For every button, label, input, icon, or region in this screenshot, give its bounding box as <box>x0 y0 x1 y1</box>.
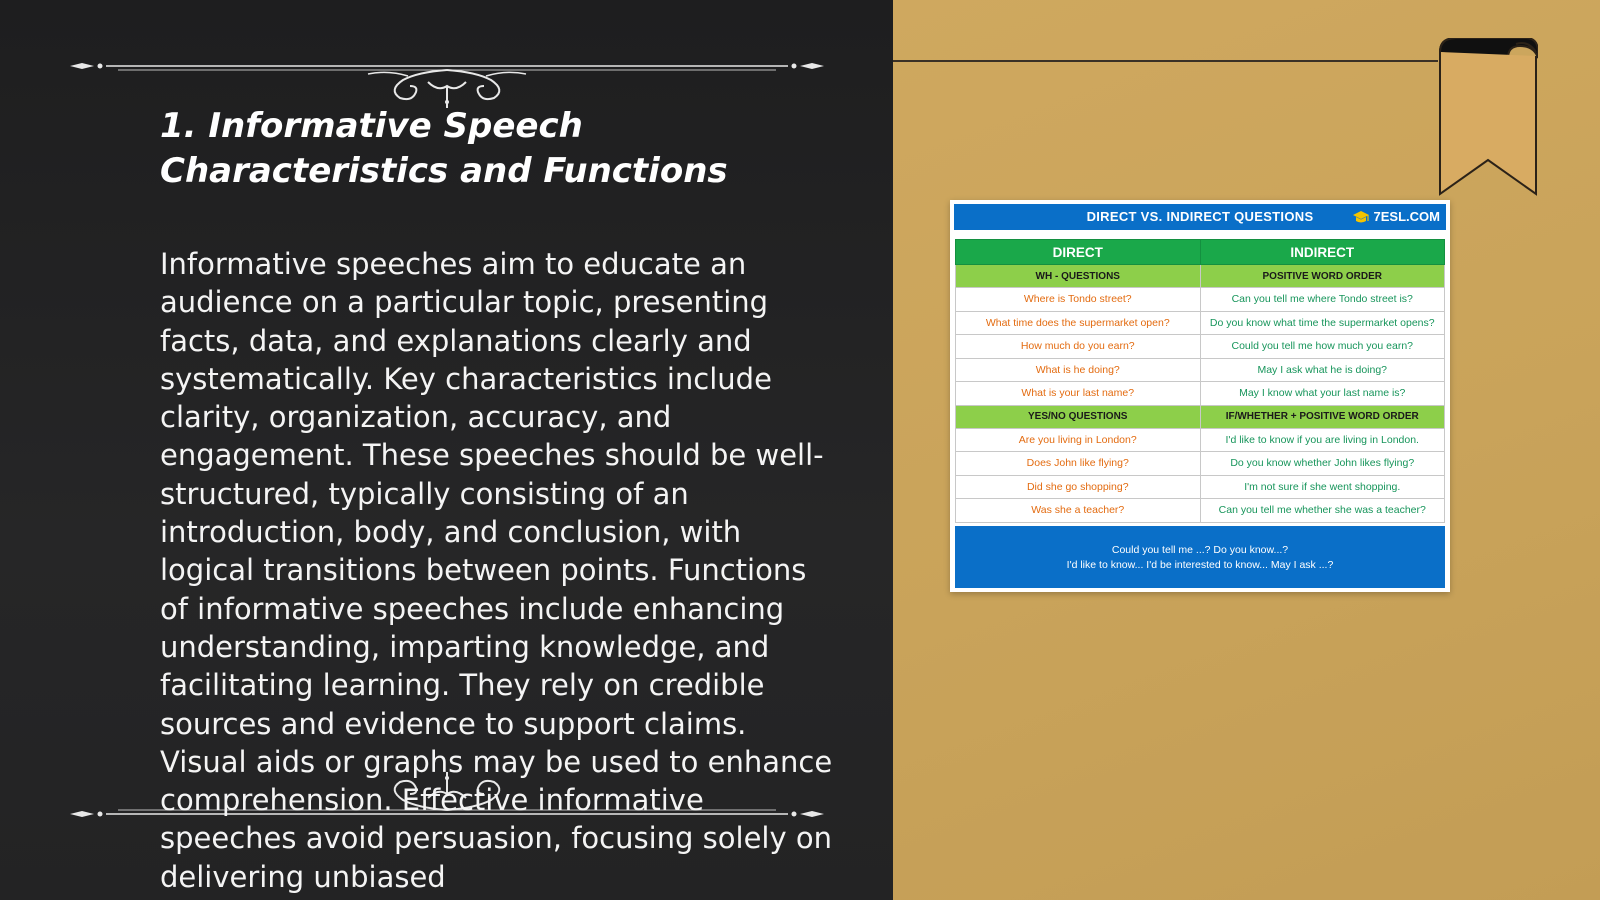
indirect-question: Do you know what time the supermarket opens? <box>1200 311 1445 335</box>
direct-question: Was she a teacher? <box>956 499 1201 523</box>
direct-indirect-questions-infographic <box>950 200 1450 592</box>
indirect-question: Can you tell me where Tondo street is? <box>1200 288 1445 312</box>
top-ornamental-divider-icon <box>68 52 826 112</box>
direct-question: Where is Tondo street? <box>956 288 1201 312</box>
column-header-indirect: INDIRECT <box>1200 240 1445 265</box>
indirect-question: May I ask what he is doing? <box>1200 358 1445 382</box>
column-header-direct: DIRECT <box>956 240 1201 265</box>
footer-phrases-line-1: Could you tell me ...? Do you know...? <box>1111 543 1289 556</box>
table-row <box>956 382 1445 406</box>
infographic-footer <box>955 526 1445 588</box>
indirect-question: I'm not sure if she went shopping. <box>1200 475 1445 499</box>
infographic-brand <box>1352 204 1440 230</box>
slide-body-text: Informative speeches aim to educate an audience on a particular topic, presenting facts, data, and explanations clearly and systematically. Key characteristics include clarity, organization, accuracy, and engagement. These speeches should be well-structured, typically consisting of an introduction, body, and conclusion, with logical transitions between points. Functions of informative speeches include enhancing understanding, imparting knowledge, and facilitating learning. They rely on credible sources and evidence to support claims. Visual aids or graphs may be used to enhance comprehension. Effective informative speeches avoid persuasion, focusing solely on delivering unbiased <box>160 247 833 894</box>
table-row <box>956 358 1445 382</box>
section-label-direct: YES/NO QUESTIONS <box>956 405 1201 428</box>
direct-question: Are you living in London? <box>956 428 1201 452</box>
footer-phrases-line-2: I'd like to know... I'd be interested to know... May I ask ...? <box>1066 558 1334 571</box>
ribbon-bookmark-icon <box>1438 38 1538 198</box>
table-row <box>956 475 1445 499</box>
indirect-question: I'd like to know if you are living in London. <box>1200 428 1445 452</box>
indirect-question: Could you tell me how much you earn? <box>1200 335 1445 359</box>
infographic-title: DIRECT VS. INDIRECT QUESTIONS <box>1086 209 1314 224</box>
section-row-wh-questions <box>956 265 1445 288</box>
infographic-header <box>954 204 1446 230</box>
section-label-indirect: POSITIVE WORD ORDER <box>1200 265 1445 288</box>
table-row <box>956 335 1445 359</box>
section-row-yes-no-questions <box>956 405 1445 428</box>
questions-table <box>955 239 1445 523</box>
direct-question: Does John like flying? <box>956 452 1201 476</box>
picture-frame-line <box>893 60 1438 62</box>
table-header-row <box>956 240 1445 265</box>
infographic-brand-label: 7ESL.COM <box>1373 209 1440 224</box>
table-row <box>956 311 1445 335</box>
table-row <box>956 452 1445 476</box>
slide-title: 1. Informative Speech Characteristics and Functions <box>160 106 728 191</box>
indirect-question: Do you know whether John likes flying? <box>1200 452 1445 476</box>
table-row <box>956 288 1445 312</box>
table-row <box>956 428 1445 452</box>
table-row <box>956 499 1445 523</box>
section-label-indirect: IF/WHETHER + POSITIVE WORD ORDER <box>1200 405 1445 428</box>
graduation-cap-icon <box>1352 210 1370 224</box>
indirect-question: May I know what your last name is? <box>1200 382 1445 406</box>
direct-question: What time does the supermarket open? <box>956 311 1201 335</box>
indirect-question: Can you tell me whether she was a teacher? <box>1200 499 1445 523</box>
section-label-direct: WH - QUESTIONS <box>956 265 1201 288</box>
direct-question: How much do you earn? <box>956 335 1201 359</box>
direct-question: What is your last name? <box>956 382 1201 406</box>
direct-question: Did she go shopping? <box>956 475 1201 499</box>
direct-question: What is he doing? <box>956 358 1201 382</box>
